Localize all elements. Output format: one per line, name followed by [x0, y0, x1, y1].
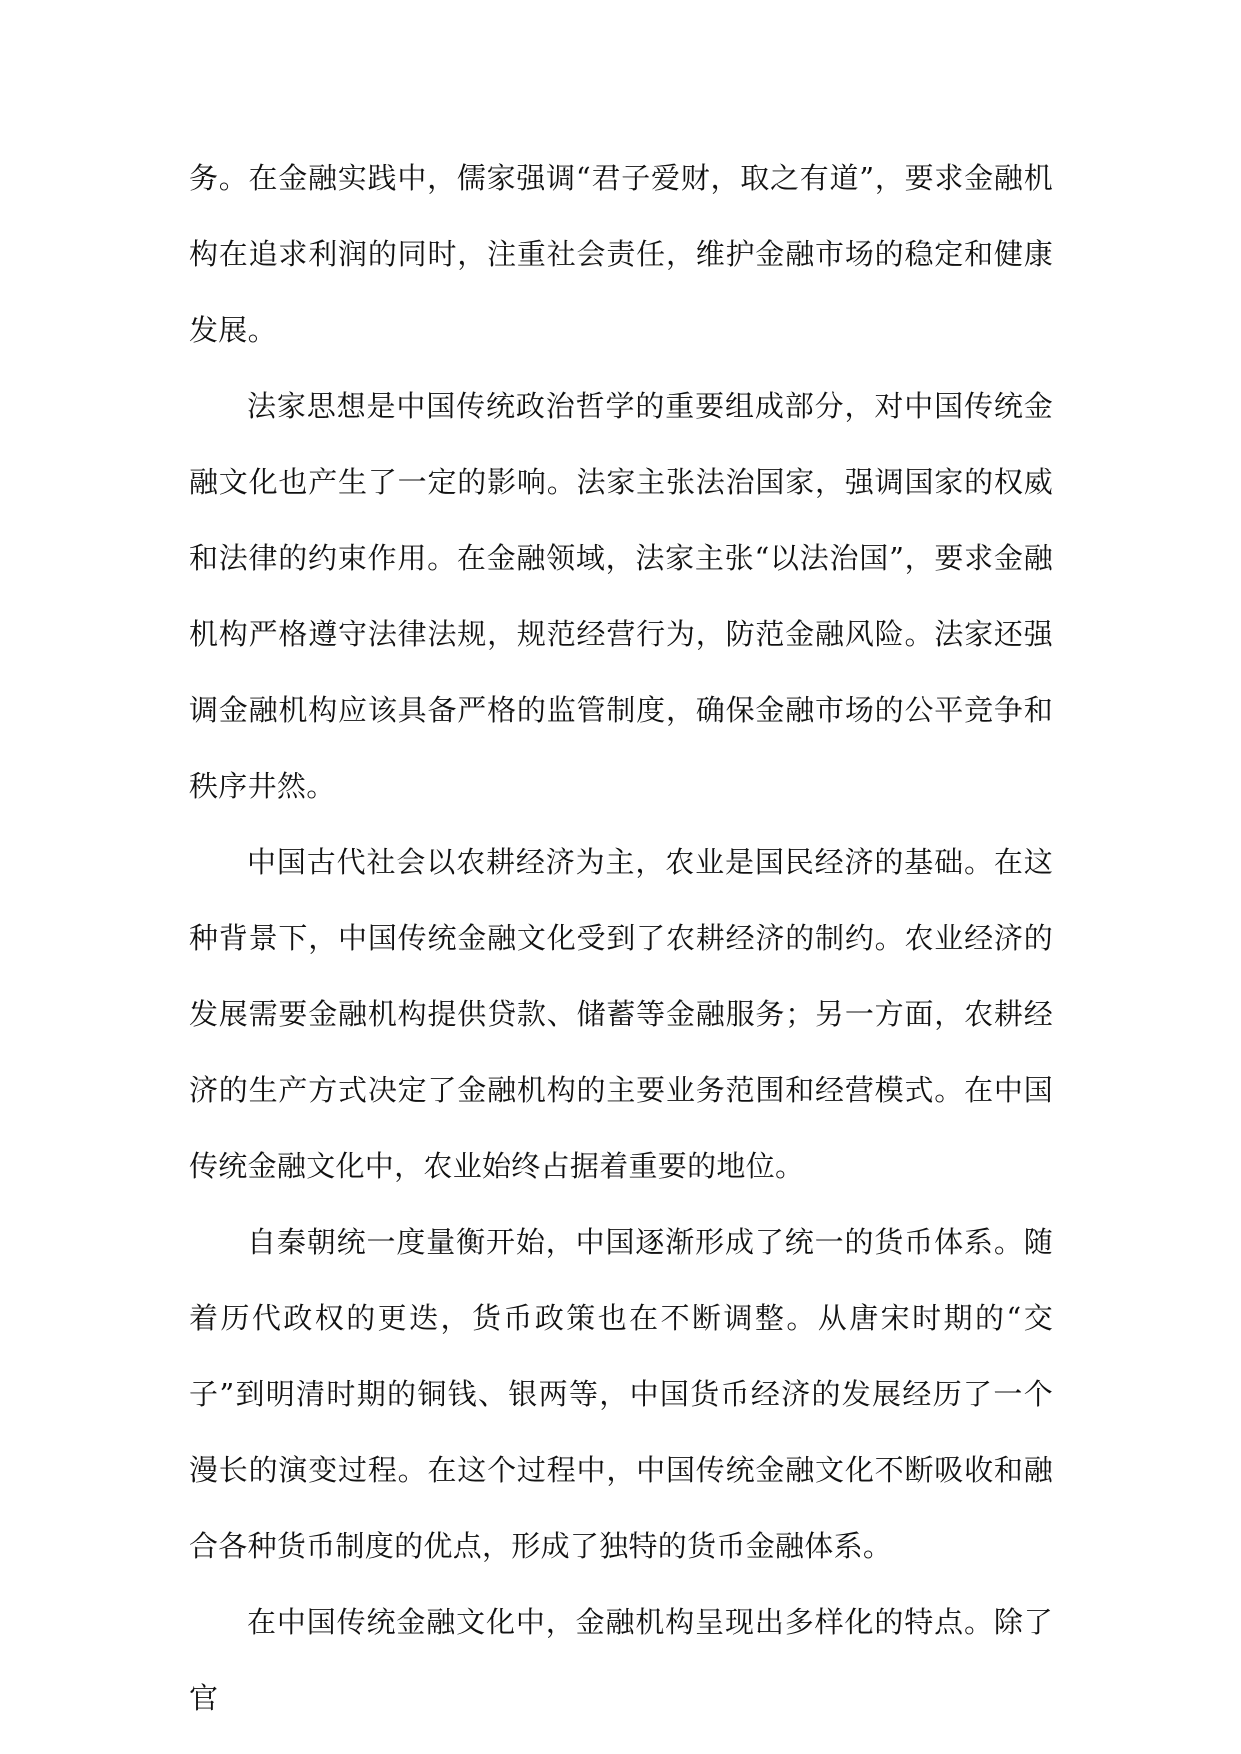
paragraph-legalism: 法家思想是中国传统政治哲学的重要组成部分，对中国传统金融文化也产生了一定的影响。法家主张法治国家，强调国家的权威和法律的约束作用。在金融领域，法家主张“以法治国”，要求金融机构严格遵守法律法规，规范经营行为，防范金融风险。法家还强调金融机构应该具备严格的监管制度，确保金融市场的公平竞争和秩序井然。 [189, 389, 1053, 803]
paragraph-continuation: 务。在金融实践中，儒家强调“君子爱财，取之有道”，要求金融机构在追求利润的同时，注重社会责任，维护金融市场的稳定和健康发展。 [189, 161, 1053, 347]
paragraph-agrarian-economy: 中国古代社会以农耕经济为主，农业是国民经济的基础。在这种背景下，中国传统金融文化受到了农耕经济的制约。农业经济的发展需要金融机构提供贷款、储蓄等金融服务；另一方面，农耕经济的生产方式决定了金融机构的主要业务范围和经营模式。在中国传统金融文化中，农业始终占据着重要的地位。 [189, 845, 1053, 1183]
document-body [189, 140, 1053, 1736]
paragraph-financial-institutions: 在中国传统金融文化中，金融机构呈现出多样化的特点。除了官 [189, 1605, 1053, 1715]
paragraph-currency-system: 自秦朝统一度量衡开始，中国逐渐形成了统一的货币体系。随着历代政权的更迭，货币政策也在不断调整。从唐宋时期的“交子”到明清时期的铜钱、银两等，中国货币经济的发展经历了一个漫长的演变过程。在这个过程中，中国传统金融文化不断吸收和融合各种货币制度的优点，形成了独特的货币金融体系。 [189, 1225, 1053, 1563]
